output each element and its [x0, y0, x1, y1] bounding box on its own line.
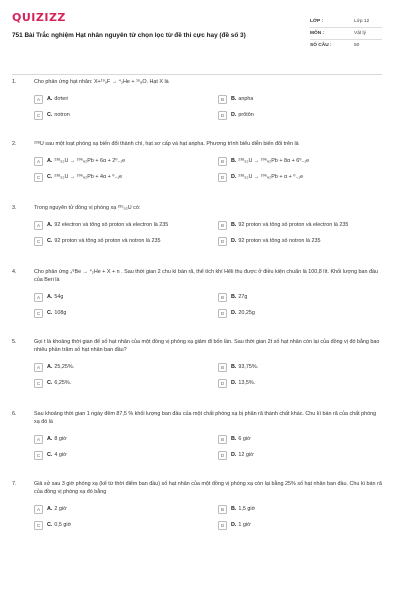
- question-text: Trong nguyên tử đồng vị phóng xạ ²³⁵₉₂U có:: [34, 205, 141, 211]
- answer-option-d[interactable]: [218, 171, 394, 183]
- answer-option-b[interactable]: [218, 93, 394, 105]
- option-letter: A.: [47, 96, 53, 102]
- meta-row-subject: [310, 28, 382, 40]
- answer-options: [34, 93, 382, 121]
- worksheet-header: [12, 10, 382, 68]
- option-letter: A.: [47, 506, 53, 512]
- option-text: 92 proton và tổng số notron là 235: [238, 238, 321, 244]
- answer-option-b[interactable]: [218, 361, 394, 373]
- option-key-box: B: [218, 157, 227, 166]
- answer-options: [34, 155, 382, 183]
- question-number: 1.: [12, 79, 17, 85]
- answer-option-d[interactable]: [218, 449, 394, 461]
- question-body: [34, 411, 382, 461]
- question-3: [12, 205, 382, 247]
- option-key-box: C: [34, 309, 43, 318]
- option-key-box: D: [218, 309, 227, 318]
- option-key-box: D: [218, 111, 227, 120]
- option-text: 20,25g: [238, 310, 255, 316]
- option-text: 54g: [54, 294, 64, 300]
- question-text: Cho phản ứng ₄⁹Be → ⁴₂He + X + n . Sau thời gian 2 chu kì bán rã, thể tích khí Hêli thu được ở điều kiện chuẩn là 100,8 lít. Khối lượng ban đầu của Beri là: [34, 269, 379, 283]
- option-text: ²³⁸₉₂U → ²⁰⁶₈₂Pb + 4α + ⁰₋₁e: [54, 174, 123, 180]
- option-key-box: A: [34, 221, 43, 230]
- option-key-box: D: [218, 237, 227, 246]
- answer-option-c[interactable]: [34, 519, 210, 531]
- question-number: 7.: [12, 481, 17, 487]
- meta-row-class: [310, 16, 382, 28]
- option-text: anpha: [238, 96, 254, 102]
- option-text: 1 giờ: [238, 522, 251, 528]
- option-text: 6 giờ: [238, 436, 251, 442]
- question-text: Cho phản ứng hạt nhân: X+¹⁹₉F → ⁴₂He + ¹⁶₈O. Hạt X là: [34, 79, 169, 85]
- answer-option-a[interactable]: [34, 503, 210, 515]
- option-letter: B.: [231, 158, 237, 164]
- option-key-box: C: [34, 173, 43, 182]
- answer-option-d[interactable]: [218, 235, 394, 247]
- meta-key: MÔN :: [310, 31, 325, 36]
- option-letter: D.: [231, 452, 237, 458]
- option-letter: A.: [47, 294, 53, 300]
- meta-key: SỐ CÂU :: [310, 43, 332, 48]
- option-letter: A.: [47, 436, 53, 442]
- answer-option-b[interactable]: [218, 291, 394, 303]
- answer-option-c[interactable]: [34, 449, 210, 461]
- option-letter: D.: [231, 238, 237, 244]
- option-key-box: D: [218, 379, 227, 388]
- option-letter: C.: [47, 310, 53, 316]
- answer-option-d[interactable]: [218, 519, 394, 531]
- option-key-box: A: [34, 505, 43, 514]
- answer-option-a[interactable]: [34, 433, 210, 445]
- option-letter: D.: [231, 310, 237, 316]
- answer-option-d[interactable]: [218, 307, 394, 319]
- option-key-box: A: [34, 435, 43, 444]
- answer-option-a[interactable]: [34, 155, 210, 167]
- option-letter: D.: [231, 522, 237, 528]
- question-7: [12, 481, 382, 531]
- option-letter: A.: [47, 222, 53, 228]
- question-number: 2.: [12, 141, 17, 147]
- option-letter: B.: [231, 506, 237, 512]
- option-text: 25,25%.: [54, 364, 75, 370]
- option-letter: B.: [231, 364, 237, 370]
- question-text: ²³⁸U sau một loạt phóng xạ biến đổi thành chì, hạt sơ cấp và hạt anpha. Phương trình biểu diễn biến đổi trên là: [34, 141, 299, 147]
- question-6: [12, 411, 382, 461]
- answer-option-b[interactable]: [218, 219, 394, 231]
- option-letter: C.: [47, 238, 53, 244]
- option-letter: B.: [231, 96, 237, 102]
- answer-option-a[interactable]: [34, 219, 210, 231]
- question-number: 3.: [12, 205, 17, 211]
- option-text: ²³⁸₉₂U → ²⁰⁶₈₂Pb + 8α + 6⁰₋₁e: [238, 158, 310, 164]
- option-key-box: C: [34, 237, 43, 246]
- option-letter: C.: [47, 112, 53, 118]
- option-letter: D.: [231, 112, 237, 118]
- option-text: ²³⁸₉₂U → ²⁰⁶₈₂Pb + 6α + 2⁰₋₁e: [54, 158, 126, 164]
- option-text: 27g: [238, 294, 248, 300]
- option-letter: D.: [231, 380, 237, 386]
- question-4: [12, 269, 382, 319]
- option-letter: C.: [47, 380, 53, 386]
- question-body: [34, 141, 382, 183]
- question-number: 4.: [12, 269, 17, 275]
- answer-options: [34, 361, 382, 389]
- option-text: 6,25%.: [54, 380, 72, 386]
- question-5: [12, 339, 382, 389]
- answer-option-d[interactable]: [218, 109, 394, 121]
- option-key-box: C: [34, 451, 43, 460]
- meta-table: [310, 16, 382, 52]
- option-letter: B.: [231, 222, 237, 228]
- option-key-box: A: [34, 363, 43, 372]
- question-body: [34, 339, 382, 389]
- option-text: 93,75%.: [238, 364, 259, 370]
- meta-value: Vật lý: [354, 31, 366, 36]
- question-text: Giả sử sau 3 giờ phóng xạ (kể từ thời điểm ban đầu) số hạt nhân của một đồng vị phóng xạ còn lại bằng 25% số hạt nhân ban đầu. Chu kì bán rã của đồng vị phóng xạ đó bằng: [34, 481, 382, 495]
- answer-option-c[interactable]: [34, 109, 210, 121]
- answer-options: [34, 503, 382, 531]
- option-key-box: B: [218, 95, 227, 104]
- answer-option-b[interactable]: [218, 503, 394, 515]
- option-key-box: B: [218, 505, 227, 514]
- option-text: notron: [54, 112, 70, 118]
- question-number: 5.: [12, 339, 17, 345]
- option-key-box: B: [218, 221, 227, 230]
- answer-option-a[interactable]: [34, 361, 210, 373]
- header-divider: [12, 74, 382, 75]
- option-letter: C.: [47, 522, 53, 528]
- answer-option-c[interactable]: [34, 307, 210, 319]
- question-body: [34, 269, 382, 319]
- option-key-box: C: [34, 521, 43, 530]
- option-text: 12 giờ: [238, 452, 254, 458]
- option-text: 108g: [54, 310, 67, 316]
- option-letter: B.: [231, 436, 237, 442]
- answer-option-c[interactable]: [34, 235, 210, 247]
- answer-option-a[interactable]: [34, 93, 210, 105]
- document-title: 751 Bài Trắc nghiệm Hạt nhân nguyên tử chọn lọc từ đề thi cực hay (đề số 3): [12, 32, 246, 39]
- option-letter: A.: [47, 364, 53, 370]
- option-key-box: B: [218, 293, 227, 302]
- option-text: 92 electron và tổng số proton và electron là 235: [54, 222, 169, 228]
- option-key-box: D: [218, 451, 227, 460]
- option-key-box: D: [218, 521, 227, 530]
- meta-value: 50: [354, 43, 360, 48]
- answer-option-d[interactable]: [218, 377, 394, 389]
- question-body: [34, 79, 382, 121]
- answer-option-a[interactable]: [34, 291, 210, 303]
- option-key-box: D: [218, 173, 227, 182]
- option-text: 4 giờ: [54, 452, 67, 458]
- question-1: [12, 79, 382, 121]
- option-text: 8 giờ: [54, 436, 67, 442]
- answer-option-b[interactable]: [218, 433, 394, 445]
- option-key-box: C: [34, 379, 43, 388]
- question-body: [34, 481, 382, 531]
- option-letter: C.: [47, 174, 53, 180]
- option-key-box: B: [218, 363, 227, 372]
- question-text: Sau khoảng thời gian 1 ngày đêm 87,5 % khối lượng ban đầu của một chất phóng xạ bị phân rã thành chất khác. Chu kì bán rã của chất phóng xạ đó là: [34, 411, 377, 425]
- option-key-box: A: [34, 293, 43, 302]
- answer-options: [34, 433, 382, 461]
- option-letter: D.: [231, 174, 237, 180]
- question-text: Gọi t là khoảng thời gian để số hạt nhân của một đồng vị phóng xạ giảm đi bốn lần. Sau thời gian 2t số hạt nhân còn lại của đồng vị đó bằng bao nhiêu phần trăm số hạt nhân ban đầu?: [34, 339, 380, 353]
- question-number: 6.: [12, 411, 17, 417]
- option-text: 0,5 giờ: [54, 522, 72, 528]
- option-letter: A.: [47, 158, 53, 164]
- option-text: 1,5 giờ: [238, 506, 256, 512]
- option-letter: C.: [47, 452, 53, 458]
- option-letter: B.: [231, 294, 237, 300]
- question-list: [12, 79, 382, 531]
- answer-option-c[interactable]: [34, 171, 210, 183]
- question-2: [12, 141, 382, 183]
- option-text: 2 giờ: [54, 506, 67, 512]
- option-text: 92 proton và tổng số proton và notron là 235: [54, 238, 161, 244]
- option-text: 13,5%.: [238, 380, 256, 386]
- option-key-box: A: [34, 95, 43, 104]
- answer-options: [34, 219, 382, 247]
- option-text: đơteri: [54, 96, 69, 102]
- option-key-box: A: [34, 157, 43, 166]
- question-body: [34, 205, 382, 247]
- answer-options: [34, 291, 382, 319]
- option-text: 92 proton và tổng số proton và electron là 235: [238, 222, 349, 228]
- meta-key: LỚP :: [310, 19, 324, 24]
- answer-option-c[interactable]: [34, 377, 210, 389]
- meta-value: Lớp 12: [354, 19, 370, 24]
- option-text: ²³⁸₉₂U → ²⁰⁶₈₂Pb + α + ⁰₋₁e: [238, 174, 304, 180]
- meta-row-count: [310, 40, 382, 52]
- answer-option-b[interactable]: [218, 155, 394, 167]
- option-text: prôtôn: [238, 112, 254, 118]
- quizizz-logo: QUIZIZZ: [12, 11, 66, 24]
- option-key-box: B: [218, 435, 227, 444]
- brand-block: [12, 10, 246, 39]
- option-key-box: C: [34, 111, 43, 120]
